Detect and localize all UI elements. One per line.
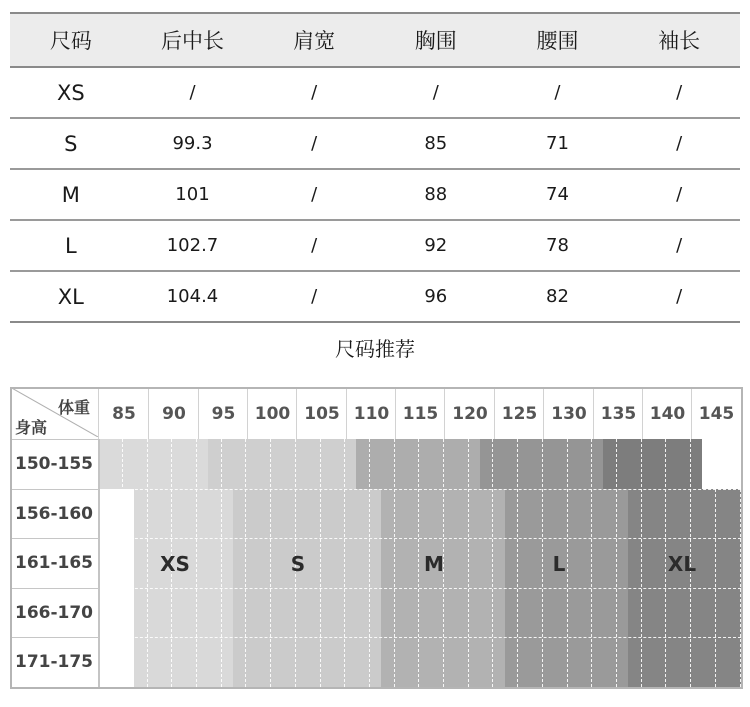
size-label-xl: XL: [667, 552, 697, 576]
grid-vline: [641, 439, 642, 687]
grid-vline: [221, 439, 222, 687]
table-cell: /: [253, 220, 375, 271]
table-cell: /: [618, 169, 740, 220]
weight-label-100: 100: [247, 387, 297, 439]
table-cell: /: [253, 118, 375, 169]
grid-vline: [468, 439, 469, 687]
size-label-s: S: [290, 552, 306, 576]
grid-vline: [122, 439, 123, 687]
grid-hline: [100, 637, 741, 638]
table-cell: 99.3: [132, 118, 254, 169]
grid-hline: [100, 588, 741, 589]
grid-vline: [147, 439, 148, 687]
table-cell: /: [253, 271, 375, 322]
grid-hline: [100, 489, 741, 490]
weight-label-95: 95: [198, 387, 248, 439]
weight-label-140: 140: [642, 387, 692, 439]
table-cell: 104.4: [132, 271, 254, 322]
table-cell: 92: [375, 220, 497, 271]
grid-vline: [369, 439, 370, 687]
weight-label-110: 110: [346, 387, 396, 439]
table-row: [10, 67, 740, 118]
height-label-166-170: 166-170: [10, 588, 100, 638]
height-label-171-175: 171-175: [10, 637, 100, 687]
corner-header: [10, 387, 98, 437]
grid-vline: [542, 439, 543, 687]
weight-label-85: 85: [98, 387, 149, 439]
zone-top-xs: [100, 439, 208, 489]
grid-vline: [591, 439, 592, 687]
table-cell: 82: [497, 271, 619, 322]
table-cell: /: [618, 220, 740, 271]
table-cell: /: [618, 271, 740, 322]
header-sleeve: 袖长: [618, 13, 740, 67]
weight-label-105: 105: [296, 387, 347, 439]
table-cell: 74: [497, 169, 619, 220]
grid-vline: [492, 439, 493, 687]
zone-top-xl: [603, 439, 702, 489]
size-cell: M: [10, 169, 132, 220]
weight-label-130: 130: [543, 387, 594, 439]
grid-vline: [567, 439, 568, 687]
grid-vline: [616, 439, 617, 687]
grid-vline: [245, 439, 246, 687]
table-cell: /: [253, 169, 375, 220]
weight-label-135: 135: [593, 387, 643, 439]
size-recommendation-title: 尺码推荐: [335, 337, 415, 361]
header-shoulder: 肩宽: [253, 13, 375, 67]
size-cell: XL: [10, 271, 132, 322]
table-cell: 96: [375, 271, 497, 322]
table-row: [10, 169, 740, 220]
table-cell: /: [618, 118, 740, 169]
grid-hline: [100, 538, 741, 539]
table-cell: 71: [497, 118, 619, 169]
corner-weight-label: 体重: [57, 398, 90, 417]
table-row: [10, 220, 740, 271]
grid-vline: [665, 439, 666, 687]
grid-vline: [740, 439, 741, 687]
size-label-xs: XS: [160, 552, 190, 576]
table-cell: /: [375, 67, 497, 118]
header-waist: 腰围: [497, 13, 619, 67]
weight-label-145: 145: [691, 387, 741, 439]
size-table: [10, 12, 740, 323]
zone-top-s: [208, 439, 356, 489]
size-label-l: L: [552, 552, 566, 576]
size-label-m: M: [424, 552, 444, 576]
height-label-161-165: 161-165: [10, 538, 100, 588]
size-cell: S: [10, 118, 132, 169]
weight-label-115: 115: [395, 387, 445, 439]
grid-vline: [320, 439, 321, 687]
table-cell: 102.7: [132, 220, 254, 271]
grid-vline: [344, 439, 345, 687]
height-label-156-160: 156-160: [10, 489, 100, 539]
header-chest: 胸围: [375, 13, 497, 67]
table-cell: 101: [132, 169, 254, 220]
table-cell: /: [132, 67, 254, 118]
grid-vline: [418, 439, 419, 687]
grid-vline: [270, 439, 271, 687]
weight-label-90: 90: [148, 387, 199, 439]
grid-vline: [196, 439, 197, 687]
corner-height-label: 身高: [15, 418, 48, 437]
header-size: 尺码: [10, 13, 132, 67]
table-cell: 85: [375, 118, 497, 169]
height-label-150-155: 150-155: [10, 439, 100, 489]
size-cell: L: [10, 220, 132, 271]
table-cell: /: [618, 67, 740, 118]
weight-label-120: 120: [444, 387, 495, 439]
table-row: [10, 118, 740, 169]
grid-vline: [715, 439, 716, 687]
table-cell: 88: [375, 169, 497, 220]
table-cell: /: [253, 67, 375, 118]
grid-vline: [517, 439, 518, 687]
table-cell: /: [497, 67, 619, 118]
table-row: [10, 271, 740, 322]
header-back-length: 后中长: [132, 13, 254, 67]
size-cell: XS: [10, 67, 132, 118]
size-table-header-row: [10, 13, 740, 67]
weight-label-125: 125: [494, 387, 544, 439]
grid-vline: [394, 439, 395, 687]
size-recommendation-grid: [10, 387, 742, 687]
table-cell: 78: [497, 220, 619, 271]
